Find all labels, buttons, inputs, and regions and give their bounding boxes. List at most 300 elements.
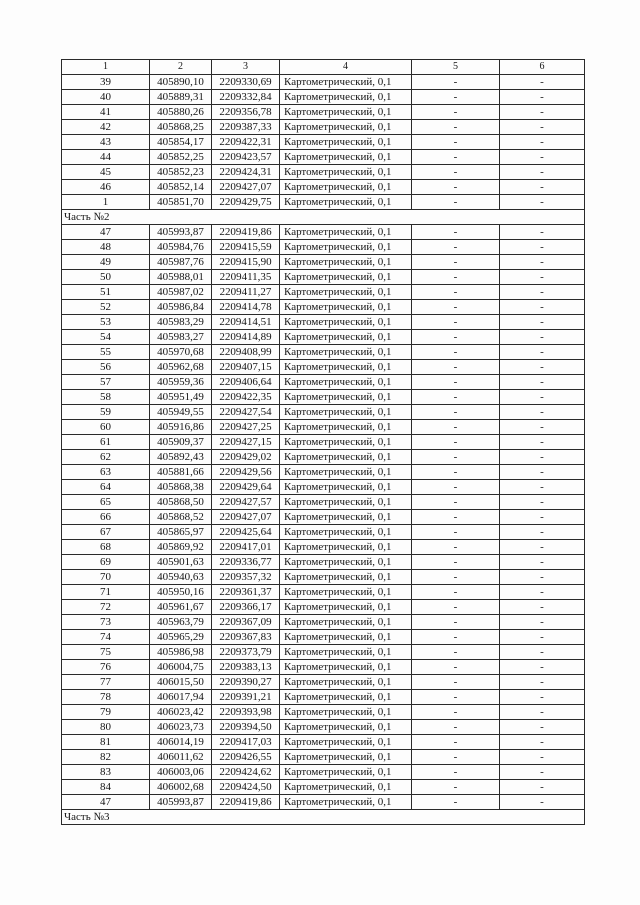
column-6-cell: - xyxy=(500,435,585,450)
column-6-cell: - xyxy=(500,240,585,255)
point-number-cell: 74 xyxy=(62,630,150,645)
y-coordinate-cell: 2209423,57 xyxy=(212,150,280,165)
column-6-cell: - xyxy=(500,330,585,345)
point-number-cell: 44 xyxy=(62,150,150,165)
table-row xyxy=(62,540,585,555)
column-5-cell: - xyxy=(412,180,500,195)
column-6-cell: - xyxy=(500,735,585,750)
table-row xyxy=(62,105,585,120)
method-cell: Картометрический, 0,1 xyxy=(280,630,412,645)
point-number-cell: 67 xyxy=(62,525,150,540)
table-row xyxy=(62,480,585,495)
y-coordinate-cell: 2209407,15 xyxy=(212,360,280,375)
part-heading: Часть №3 xyxy=(62,810,585,825)
x-coordinate-cell: 405909,37 xyxy=(150,435,212,450)
method-cell: Картометрический, 0,1 xyxy=(280,435,412,450)
y-coordinate-cell: 2209366,17 xyxy=(212,600,280,615)
table-row xyxy=(62,615,585,630)
table-row xyxy=(62,720,585,735)
column-6-cell: - xyxy=(500,165,585,180)
y-coordinate-cell: 2209394,50 xyxy=(212,720,280,735)
column-5-cell: - xyxy=(412,750,500,765)
column-5-cell: - xyxy=(412,435,500,450)
point-number-cell: 54 xyxy=(62,330,150,345)
x-coordinate-cell: 405986,84 xyxy=(150,300,212,315)
y-coordinate-cell: 2209427,07 xyxy=(212,180,280,195)
column-6-cell: - xyxy=(500,255,585,270)
column-5-cell: - xyxy=(412,420,500,435)
part-heading-row xyxy=(62,210,585,225)
point-number-cell: 71 xyxy=(62,585,150,600)
point-number-cell: 41 xyxy=(62,105,150,120)
x-coordinate-cell: 405851,70 xyxy=(150,195,212,210)
column-6-cell: - xyxy=(500,225,585,240)
y-coordinate-cell: 2209406,64 xyxy=(212,375,280,390)
column-5-cell: - xyxy=(412,690,500,705)
point-number-cell: 47 xyxy=(62,225,150,240)
y-coordinate-cell: 2209408,99 xyxy=(212,345,280,360)
point-number-cell: 78 xyxy=(62,690,150,705)
method-cell: Картометрический, 0,1 xyxy=(280,675,412,690)
y-coordinate-cell: 2209361,37 xyxy=(212,585,280,600)
column-6-cell: - xyxy=(500,525,585,540)
column-5-cell: - xyxy=(412,705,500,720)
point-number-cell: 75 xyxy=(62,645,150,660)
point-number-cell: 60 xyxy=(62,420,150,435)
method-cell: Картометрический, 0,1 xyxy=(280,135,412,150)
table-row xyxy=(62,150,585,165)
table-row xyxy=(62,240,585,255)
method-cell: Картометрический, 0,1 xyxy=(280,720,412,735)
x-coordinate-cell: 405962,68 xyxy=(150,360,212,375)
method-cell: Картометрический, 0,1 xyxy=(280,330,412,345)
y-coordinate-cell: 2209332,84 xyxy=(212,90,280,105)
point-number-cell: 66 xyxy=(62,510,150,525)
point-number-cell: 81 xyxy=(62,735,150,750)
column-5-cell: - xyxy=(412,780,500,795)
y-coordinate-cell: 2209373,79 xyxy=(212,645,280,660)
point-number-cell: 57 xyxy=(62,375,150,390)
column-6-cell: - xyxy=(500,510,585,525)
column-5-cell: - xyxy=(412,660,500,675)
x-coordinate-cell: 406023,42 xyxy=(150,705,212,720)
method-cell: Картометрический, 0,1 xyxy=(280,420,412,435)
point-number-cell: 62 xyxy=(62,450,150,465)
method-cell: Картометрический, 0,1 xyxy=(280,600,412,615)
table-row xyxy=(62,570,585,585)
column-5-cell: - xyxy=(412,555,500,570)
method-cell: Картометрический, 0,1 xyxy=(280,525,412,540)
point-number-cell: 76 xyxy=(62,660,150,675)
point-number-cell: 39 xyxy=(62,75,150,90)
table-row xyxy=(62,750,585,765)
method-cell: Картометрический, 0,1 xyxy=(280,90,412,105)
table-row xyxy=(62,765,585,780)
x-coordinate-cell: 405889,31 xyxy=(150,90,212,105)
x-coordinate-cell: 405983,29 xyxy=(150,315,212,330)
point-number-cell: 69 xyxy=(62,555,150,570)
x-coordinate-cell: 405852,25 xyxy=(150,150,212,165)
column-5-cell: - xyxy=(412,465,500,480)
header-cell-6: 6 xyxy=(500,60,585,75)
y-coordinate-cell: 2209429,02 xyxy=(212,450,280,465)
table-row xyxy=(62,390,585,405)
column-6-cell: - xyxy=(500,465,585,480)
column-5-cell: - xyxy=(412,285,500,300)
method-cell: Картометрический, 0,1 xyxy=(280,615,412,630)
y-coordinate-cell: 2209429,64 xyxy=(212,480,280,495)
column-5-cell: - xyxy=(412,585,500,600)
x-coordinate-cell: 405854,17 xyxy=(150,135,212,150)
y-coordinate-cell: 2209356,78 xyxy=(212,105,280,120)
point-number-cell: 43 xyxy=(62,135,150,150)
column-6-cell: - xyxy=(500,795,585,810)
column-6-cell: - xyxy=(500,780,585,795)
part-heading: Часть №2 xyxy=(62,210,585,225)
method-cell: Картометрический, 0,1 xyxy=(280,195,412,210)
y-coordinate-cell: 2209424,31 xyxy=(212,165,280,180)
coordinates-table-body xyxy=(62,60,585,825)
table-row xyxy=(62,465,585,480)
table-row xyxy=(62,360,585,375)
point-number-cell: 48 xyxy=(62,240,150,255)
x-coordinate-cell: 405892,43 xyxy=(150,450,212,465)
column-6-cell: - xyxy=(500,675,585,690)
x-coordinate-cell: 406002,68 xyxy=(150,780,212,795)
point-number-cell: 77 xyxy=(62,675,150,690)
column-5-cell: - xyxy=(412,480,500,495)
column-5-cell: - xyxy=(412,615,500,630)
x-coordinate-cell: 405983,27 xyxy=(150,330,212,345)
column-5-cell: - xyxy=(412,150,500,165)
column-6-cell: - xyxy=(500,180,585,195)
column-6-cell: - xyxy=(500,135,585,150)
y-coordinate-cell: 2209367,09 xyxy=(212,615,280,630)
y-coordinate-cell: 2209424,50 xyxy=(212,780,280,795)
column-6-cell: - xyxy=(500,375,585,390)
column-5-cell: - xyxy=(412,405,500,420)
column-5-cell: - xyxy=(412,765,500,780)
column-6-cell: - xyxy=(500,615,585,630)
table-row xyxy=(62,165,585,180)
column-5-cell: - xyxy=(412,795,500,810)
x-coordinate-cell: 405881,66 xyxy=(150,465,212,480)
point-number-cell: 40 xyxy=(62,90,150,105)
column-5-cell: - xyxy=(412,105,500,120)
column-5-cell: - xyxy=(412,240,500,255)
point-number-cell: 72 xyxy=(62,600,150,615)
point-number-cell: 51 xyxy=(62,285,150,300)
column-6-cell: - xyxy=(500,75,585,90)
column-5-cell: - xyxy=(412,360,500,375)
point-number-cell: 59 xyxy=(62,405,150,420)
x-coordinate-cell: 405880,26 xyxy=(150,105,212,120)
column-5-cell: - xyxy=(412,450,500,465)
column-5-cell: - xyxy=(412,120,500,135)
column-5-cell: - xyxy=(412,315,500,330)
method-cell: Картометрический, 0,1 xyxy=(280,480,412,495)
x-coordinate-cell: 405868,25 xyxy=(150,120,212,135)
column-5-cell: - xyxy=(412,300,500,315)
table-row xyxy=(62,630,585,645)
method-cell: Картометрический, 0,1 xyxy=(280,750,412,765)
table-row xyxy=(62,180,585,195)
column-6-cell: - xyxy=(500,450,585,465)
column-5-cell: - xyxy=(412,90,500,105)
column-6-cell: - xyxy=(500,360,585,375)
method-cell: Картометрический, 0,1 xyxy=(280,465,412,480)
column-5-cell: - xyxy=(412,75,500,90)
coordinates-table xyxy=(61,59,585,825)
column-5-cell: - xyxy=(412,345,500,360)
point-number-cell: 63 xyxy=(62,465,150,480)
column-6-cell: - xyxy=(500,660,585,675)
y-coordinate-cell: 2209417,01 xyxy=(212,540,280,555)
point-number-cell: 64 xyxy=(62,480,150,495)
column-5-cell: - xyxy=(412,390,500,405)
y-coordinate-cell: 2209427,54 xyxy=(212,405,280,420)
method-cell: Картометрический, 0,1 xyxy=(280,300,412,315)
table-row xyxy=(62,75,585,90)
header-cell-4: 4 xyxy=(280,60,412,75)
table-row xyxy=(62,120,585,135)
y-coordinate-cell: 2209357,32 xyxy=(212,570,280,585)
column-5-cell: - xyxy=(412,735,500,750)
method-cell: Картометрический, 0,1 xyxy=(280,555,412,570)
column-5-cell: - xyxy=(412,630,500,645)
x-coordinate-cell: 405959,36 xyxy=(150,375,212,390)
method-cell: Картометрический, 0,1 xyxy=(280,660,412,675)
column-5-cell: - xyxy=(412,195,500,210)
part-heading-row xyxy=(62,810,585,825)
method-cell: Картометрический, 0,1 xyxy=(280,405,412,420)
method-cell: Картометрический, 0,1 xyxy=(280,690,412,705)
method-cell: Картометрический, 0,1 xyxy=(280,570,412,585)
x-coordinate-cell: 405868,52 xyxy=(150,510,212,525)
table-row xyxy=(62,735,585,750)
x-coordinate-cell: 406011,62 xyxy=(150,750,212,765)
point-number-cell: 65 xyxy=(62,495,150,510)
column-6-cell: - xyxy=(500,120,585,135)
column-6-cell: - xyxy=(500,690,585,705)
point-number-cell: 84 xyxy=(62,780,150,795)
point-number-cell: 61 xyxy=(62,435,150,450)
x-coordinate-cell: 405916,86 xyxy=(150,420,212,435)
column-6-cell: - xyxy=(500,345,585,360)
column-6-cell: - xyxy=(500,195,585,210)
method-cell: Картометрический, 0,1 xyxy=(280,705,412,720)
table-row xyxy=(62,585,585,600)
method-cell: Картометрический, 0,1 xyxy=(280,390,412,405)
point-number-cell: 45 xyxy=(62,165,150,180)
table-row xyxy=(62,90,585,105)
x-coordinate-cell: 406004,75 xyxy=(150,660,212,675)
column-5-cell: - xyxy=(412,270,500,285)
x-coordinate-cell: 406014,19 xyxy=(150,735,212,750)
table-row xyxy=(62,645,585,660)
x-coordinate-cell: 405869,92 xyxy=(150,540,212,555)
table-row xyxy=(62,300,585,315)
y-coordinate-cell: 2209427,57 xyxy=(212,495,280,510)
method-cell: Картометрический, 0,1 xyxy=(280,360,412,375)
point-number-cell: 49 xyxy=(62,255,150,270)
method-cell: Картометрический, 0,1 xyxy=(280,270,412,285)
y-coordinate-cell: 2209422,35 xyxy=(212,390,280,405)
column-6-cell: - xyxy=(500,315,585,330)
point-number-cell: 55 xyxy=(62,345,150,360)
point-number-cell: 80 xyxy=(62,720,150,735)
point-number-cell: 79 xyxy=(62,705,150,720)
column-6-cell: - xyxy=(500,150,585,165)
x-coordinate-cell: 405852,23 xyxy=(150,165,212,180)
x-coordinate-cell: 405984,76 xyxy=(150,240,212,255)
y-coordinate-cell: 2209429,56 xyxy=(212,465,280,480)
y-coordinate-cell: 2209411,27 xyxy=(212,285,280,300)
column-5-cell: - xyxy=(412,330,500,345)
table-row xyxy=(62,435,585,450)
table-row xyxy=(62,510,585,525)
method-cell: Картометрический, 0,1 xyxy=(280,240,412,255)
column-5-cell: - xyxy=(412,600,500,615)
method-cell: Картометрический, 0,1 xyxy=(280,225,412,240)
table-row xyxy=(62,270,585,285)
method-cell: Картометрический, 0,1 xyxy=(280,315,412,330)
method-cell: Картометрический, 0,1 xyxy=(280,510,412,525)
table-row xyxy=(62,450,585,465)
table-row xyxy=(62,405,585,420)
method-cell: Картометрический, 0,1 xyxy=(280,105,412,120)
method-cell: Картометрический, 0,1 xyxy=(280,180,412,195)
column-5-cell: - xyxy=(412,225,500,240)
table-row xyxy=(62,795,585,810)
table-row xyxy=(62,660,585,675)
header-cell-2: 2 xyxy=(150,60,212,75)
x-coordinate-cell: 405965,29 xyxy=(150,630,212,645)
x-coordinate-cell: 406003,06 xyxy=(150,765,212,780)
x-coordinate-cell: 405852,14 xyxy=(150,180,212,195)
point-number-cell: 68 xyxy=(62,540,150,555)
column-6-cell: - xyxy=(500,480,585,495)
y-coordinate-cell: 2209417,03 xyxy=(212,735,280,750)
point-number-cell: 46 xyxy=(62,180,150,195)
y-coordinate-cell: 2209422,31 xyxy=(212,135,280,150)
table-row xyxy=(62,705,585,720)
table-row xyxy=(62,600,585,615)
method-cell: Картометрический, 0,1 xyxy=(280,645,412,660)
x-coordinate-cell: 405986,98 xyxy=(150,645,212,660)
x-coordinate-cell: 405865,97 xyxy=(150,525,212,540)
y-coordinate-cell: 2209426,55 xyxy=(212,750,280,765)
point-number-cell: 47 xyxy=(62,795,150,810)
x-coordinate-cell: 405993,87 xyxy=(150,795,212,810)
x-coordinate-cell: 405993,87 xyxy=(150,225,212,240)
column-5-cell: - xyxy=(412,375,500,390)
header-cell-3: 3 xyxy=(212,60,280,75)
x-coordinate-cell: 405951,49 xyxy=(150,390,212,405)
table-row xyxy=(62,495,585,510)
y-coordinate-cell: 2209330,69 xyxy=(212,75,280,90)
y-coordinate-cell: 2209414,78 xyxy=(212,300,280,315)
y-coordinate-cell: 2209393,98 xyxy=(212,705,280,720)
column-5-cell: - xyxy=(412,495,500,510)
x-coordinate-cell: 405868,50 xyxy=(150,495,212,510)
x-coordinate-cell: 405987,76 xyxy=(150,255,212,270)
table-row xyxy=(62,315,585,330)
x-coordinate-cell: 405949,55 xyxy=(150,405,212,420)
header-cell-1: 1 xyxy=(62,60,150,75)
method-cell: Картометрический, 0,1 xyxy=(280,75,412,90)
table-row xyxy=(62,135,585,150)
point-number-cell: 73 xyxy=(62,615,150,630)
column-6-cell: - xyxy=(500,105,585,120)
point-number-cell: 58 xyxy=(62,390,150,405)
column-5-cell: - xyxy=(412,135,500,150)
column-6-cell: - xyxy=(500,420,585,435)
point-number-cell: 53 xyxy=(62,315,150,330)
column-5-cell: - xyxy=(412,255,500,270)
column-5-cell: - xyxy=(412,165,500,180)
y-coordinate-cell: 2209414,89 xyxy=(212,330,280,345)
y-coordinate-cell: 2209367,83 xyxy=(212,630,280,645)
column-5-cell: - xyxy=(412,525,500,540)
x-coordinate-cell: 405988,01 xyxy=(150,270,212,285)
column-6-cell: - xyxy=(500,390,585,405)
column-5-cell: - xyxy=(412,510,500,525)
y-coordinate-cell: 2209419,86 xyxy=(212,225,280,240)
point-number-cell: 50 xyxy=(62,270,150,285)
y-coordinate-cell: 2209425,64 xyxy=(212,525,280,540)
method-cell: Картометрический, 0,1 xyxy=(280,120,412,135)
column-6-cell: - xyxy=(500,705,585,720)
column-6-cell: - xyxy=(500,405,585,420)
table-row xyxy=(62,375,585,390)
x-coordinate-cell: 405868,38 xyxy=(150,480,212,495)
table-row xyxy=(62,525,585,540)
column-6-cell: - xyxy=(500,285,585,300)
y-coordinate-cell: 2209414,51 xyxy=(212,315,280,330)
method-cell: Картометрический, 0,1 xyxy=(280,345,412,360)
method-cell: Картометрический, 0,1 xyxy=(280,735,412,750)
column-6-cell: - xyxy=(500,300,585,315)
method-cell: Картометрический, 0,1 xyxy=(280,165,412,180)
column-6-cell: - xyxy=(500,600,585,615)
table-row xyxy=(62,195,585,210)
x-coordinate-cell: 405970,68 xyxy=(150,345,212,360)
y-coordinate-cell: 2209427,25 xyxy=(212,420,280,435)
y-coordinate-cell: 2209427,15 xyxy=(212,435,280,450)
table-row xyxy=(62,345,585,360)
column-6-cell: - xyxy=(500,645,585,660)
y-coordinate-cell: 2209415,59 xyxy=(212,240,280,255)
table-row xyxy=(62,420,585,435)
column-6-cell: - xyxy=(500,765,585,780)
method-cell: Картометрический, 0,1 xyxy=(280,255,412,270)
y-coordinate-cell: 2209419,86 xyxy=(212,795,280,810)
table-row xyxy=(62,330,585,345)
point-number-cell: 70 xyxy=(62,570,150,585)
y-coordinate-cell: 2209427,07 xyxy=(212,510,280,525)
y-coordinate-cell: 2209391,21 xyxy=(212,690,280,705)
x-coordinate-cell: 406015,50 xyxy=(150,675,212,690)
table-row xyxy=(62,285,585,300)
method-cell: Картометрический, 0,1 xyxy=(280,450,412,465)
x-coordinate-cell: 405961,67 xyxy=(150,600,212,615)
y-coordinate-cell: 2209411,35 xyxy=(212,270,280,285)
header-row xyxy=(62,60,585,75)
method-cell: Картометрический, 0,1 xyxy=(280,765,412,780)
method-cell: Картометрический, 0,1 xyxy=(280,585,412,600)
method-cell: Картометрический, 0,1 xyxy=(280,780,412,795)
